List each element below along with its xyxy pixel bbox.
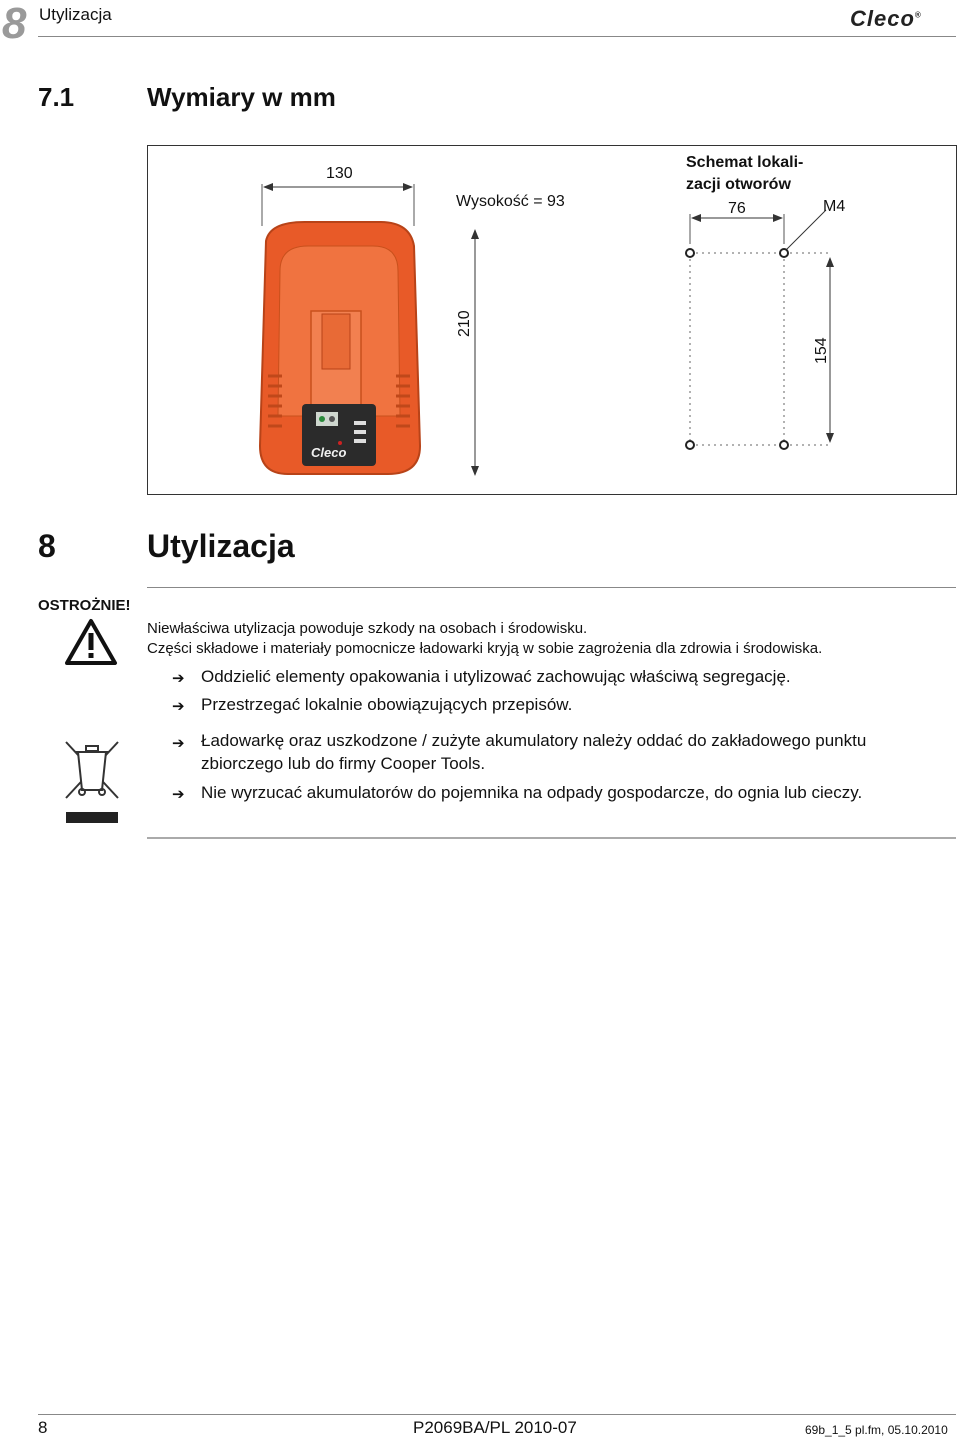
hole-length-label: 154: [813, 337, 830, 364]
hole-schema-title-2: zacji otworów: [686, 176, 791, 193]
cleco-logo: Cleco®: [850, 6, 922, 31]
caution-line-1: Niewłaściwa utylizacja powoduje szkody na osobach i środowisku.: [147, 620, 588, 637]
caution-label: OSTROŻNIE!: [38, 597, 131, 614]
hole-spacing-label: 76: [728, 200, 746, 217]
height-label: Wysokość = 93: [456, 193, 565, 210]
document-id: P2069BA/PL 2010-07: [413, 1418, 577, 1437]
arrow-icon: ➔: [172, 735, 185, 752]
length-label: 210: [456, 310, 473, 337]
header-divider: [38, 36, 956, 37]
arrow-icon: ➔: [172, 698, 185, 715]
width-label: 130: [326, 165, 353, 182]
dimensions-figure: [147, 145, 957, 495]
arrow-icon: ➔: [172, 786, 185, 803]
disposal-step-2: Nie wyrzucać akumulatorów do pojemnika na odpady gospodarcze, do ognia lub cieczy.: [201, 783, 863, 802]
hole-schema-title-1: Schemat lokali-: [686, 154, 804, 171]
arrow-icon: ➔: [172, 670, 185, 687]
step-2: Przestrzegać lokalnie obowiązujących przepisów.: [201, 695, 573, 714]
chapter-number: 8: [2, 0, 27, 48]
step-1: Oddzielić elementy opakowania i utylizować zachowując właściwą segregację.: [201, 667, 791, 686]
thread-label: M4: [823, 198, 846, 215]
section-71-title: Wymiary w mm: [147, 82, 336, 112]
hole-schema: [686, 210, 830, 449]
disposal-step-1-line-2: zbiorczego lub do firmy Cooper Tools.: [201, 754, 486, 773]
caution-top-rule: [147, 587, 956, 588]
footer-divider: [38, 1414, 956, 1415]
chapter-title: Utylizacja: [39, 5, 112, 24]
caution-bottom-rule: [147, 837, 956, 839]
section-8-title: Utylizacja: [147, 528, 295, 564]
crossed-bin-icon: [62, 738, 122, 826]
section-8-number: 8: [38, 528, 56, 564]
page-number: 8: [38, 1418, 48, 1437]
charger-image: [260, 222, 420, 474]
section-71-number: 7.1: [38, 82, 75, 112]
disposal-step-1-line-1: Ładowarkę oraz uszkodzone / zużyte akumulatory należy oddać do zakładowego punktu: [201, 731, 867, 750]
warning-triangle-icon: [64, 618, 118, 666]
file-info: 69b_1_5 pl.fm, 05.10.2010: [805, 1423, 948, 1437]
caution-line-2: Części składowe i materiały pomocnicze ładowarki kryją w sobie zagrożenia dla zdrowia i środowiska.: [147, 640, 823, 657]
device-logo: Cleco: [311, 445, 347, 460]
